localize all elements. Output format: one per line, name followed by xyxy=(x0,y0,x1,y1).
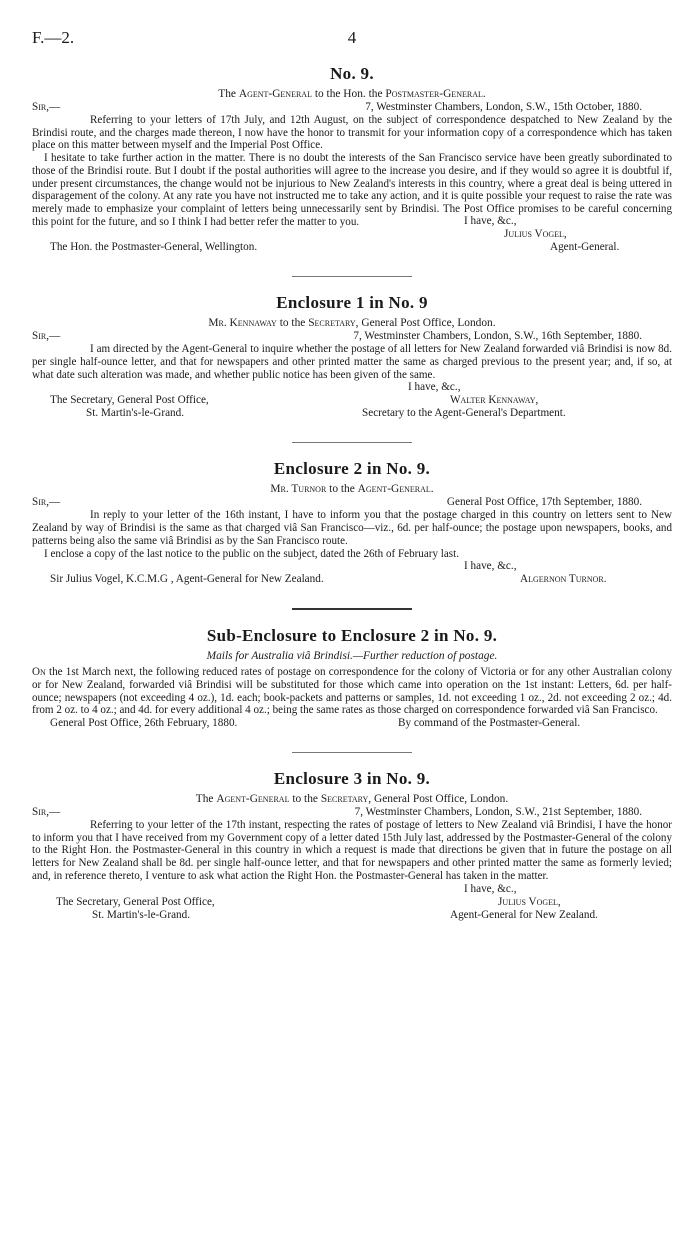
paragraph: I enclose a copy of the last notice to the public on the subject, dated the 26th of February last. xyxy=(44,547,459,560)
recipient-address: St. Martin's-le-Grand. xyxy=(86,407,185,420)
section-heading: Mr. Turnor to the Agent-General. xyxy=(270,483,434,496)
closing: I have, &c., xyxy=(408,381,461,394)
divider xyxy=(292,608,412,610)
signer-title: Agent-General for New Zealand. xyxy=(450,908,598,921)
closing: I have, &c., xyxy=(464,882,517,895)
section-title: Sub-Enclosure to Enclosure 2 in No. 9. xyxy=(206,626,498,646)
recipient-address: The Secretary, General Post Office, xyxy=(50,394,209,407)
closing: I have, &c., xyxy=(464,560,517,573)
enclosure-2 xyxy=(32,459,672,586)
letter-no-9 xyxy=(32,64,672,254)
salutation-line xyxy=(32,330,672,343)
section-heading: Mr. Kennaway to the Secretary, General Post Office, London. xyxy=(208,317,496,330)
addressee: The Hon. the Postmaster-General, Wellington. xyxy=(50,241,258,254)
signer-title: Agent-General. xyxy=(550,241,620,254)
paragraph: On the 1st March next, the following reduced rates of postage on correspondence for the colony of Victoria or for any other Australian colony or for New Zealand, forwarded viâ Brindisi will be substituted for those which came into operation on the 1st instant: Letters, 6d. per half-ounce; newspapers (not exceeding 4 oz.), 1d. each; book-packets and patterns or samples, 1d. not exceeding 1 oz., 2d. not exceeding 2 oz.; 4d. from 2 oz. to 4 oz.; and 4d. for every additional 4 oz.; being the same rates as those charged on correspondence forwarded viâ San Francisco. xyxy=(32,666,672,717)
salutation: Sir,— xyxy=(32,330,61,343)
signer-title: Secretary to the Agent-General's Department. xyxy=(362,407,566,420)
salutation-line xyxy=(32,806,672,819)
section-title: No. 9. xyxy=(330,64,374,83)
dateline: 7, Westminster Chambers, London, S.W., 21st September, 1880. xyxy=(354,806,642,819)
divider xyxy=(292,276,412,277)
salutation: Sir,— xyxy=(32,496,61,509)
page-header xyxy=(32,28,672,56)
signature: By command of the Postmaster-General. xyxy=(398,717,581,730)
dateline: 7, Westminster Chambers, London, S.W., 16th September, 1880. xyxy=(353,330,642,343)
paragraph: In reply to your letter of the 16th instant, I have to inform you that the postage charged in this country on letters sent to New Zealand by way of Brindisi is the same as that charged viâ San Francisco—viz., 6d. per half-ounce; the postage upon newspapers, books, and patterns being also the same viâ Brindisi as by the San Francisco route. xyxy=(32,509,672,547)
salutation-line xyxy=(32,101,672,114)
section-title: Enclosure 1 in No. 9 xyxy=(276,293,428,313)
section-title: Enclosure 2 in No. 9. xyxy=(273,459,431,479)
enclosure-3 xyxy=(32,769,672,922)
sub-enclosure xyxy=(32,626,672,730)
signer: Julius Vogel, xyxy=(498,895,561,908)
signer: Julius Vogel, xyxy=(504,228,567,241)
section-heading: The Agent-General to the Secretary, General Post Office, London. xyxy=(195,793,509,806)
dateline: General Post Office, 26th February, 1880. xyxy=(50,717,238,730)
closing: I have, &c., xyxy=(464,215,517,228)
dateline: 7, Westminster Chambers, London, S.W., 15th October, 1880. xyxy=(365,101,642,113)
divider xyxy=(292,442,412,443)
divider xyxy=(292,752,412,753)
salutation: Sir,— xyxy=(32,101,61,113)
page-number: 4 xyxy=(347,28,357,47)
section-title: Enclosure 3 in No. 9. xyxy=(273,769,431,789)
addressee: Sir Julius Vogel, K.C.M.G , Agent-General for New Zealand. xyxy=(50,573,324,586)
recipient-address: The Secretary, General Post Office, xyxy=(56,895,215,908)
recipient-address: St. Martin's-le-Grand. xyxy=(92,908,191,921)
paragraph: I am directed by the Agent-General to inquire whether the postage of all letters for New Zealand forwarded viâ Brindisi is now 8d. per single half-ounce letter, and that for newspapers and other printed matter the same as charged previous to the present year; and, if so, at what date such alteration was made, and whether public notice has been given of the same. xyxy=(32,343,672,381)
section-subtitle: Mails for Australia viâ Brindisi.—Further reduction of postage. xyxy=(206,650,498,663)
paragraph: Referring to your letter of the 17th instant, respecting the rates of postage of letters to New Zealand viâ Brindisi, I have the honor to inform you that I have received from my Government copy of a letter dated 15th July last, addressed by the Postmaster-General of the colony to the Right Hon. the Postmaster-General in this country in which a request is made that directions be given that in future the postage on all letters for New Zealand shall be 8d. per single half-ounce letter, and that for newspapers and other printed matter the same as formerly levied; and, in reference thereto, I venture to ask what action the Right Hon. the Postmaster-General has taken in the matter. xyxy=(32,819,672,882)
paragraph: I hesitate to take further action in the matter. There is no doubt the interests of the San Francisco service have been greatly subordinated to those of the Brindisi route. But I doubt if the postal authorities will agree to the increase you desire, and if they would so agree it is doubtful if, under present circumstances, the change would not be injurious to New Zealand's interests in this country, where a great deal is being uttered in disparagement of the colony. At any rate you have not instructed me to take any action, and it is quite possible your request to raise the rate was merely made to emphasize your complaint of letters being unnecessarily sent by Brindisi. The Post Office promises to be careful concerning this point for the future, and so I think I had better refer the matter to you. xyxy=(32,152,672,228)
paragraph: Referring to your letters of 17th July, and 12th August, on the subject of correspondence despatched to New Zealand by the Brindisi route, and the charges made thereon, I now have the honor to transmit for your information copy of a correspondence which has taken place on this matter between myself and the Imperial Post Office. xyxy=(32,114,672,152)
signer: Algernon Turnor. xyxy=(520,573,607,586)
enclosure-1 xyxy=(32,293,672,420)
salutation: Sir,— xyxy=(32,806,61,819)
section-heading: The Agent-General to the Hon. the Postmaster-General. xyxy=(218,88,486,100)
signer: Walter Kennaway, xyxy=(450,394,539,407)
paper-reference: F.—2. xyxy=(32,28,75,47)
dateline: General Post Office, 17th September, 1880. xyxy=(446,496,642,509)
document-page xyxy=(32,28,672,922)
salutation-line xyxy=(32,496,672,509)
